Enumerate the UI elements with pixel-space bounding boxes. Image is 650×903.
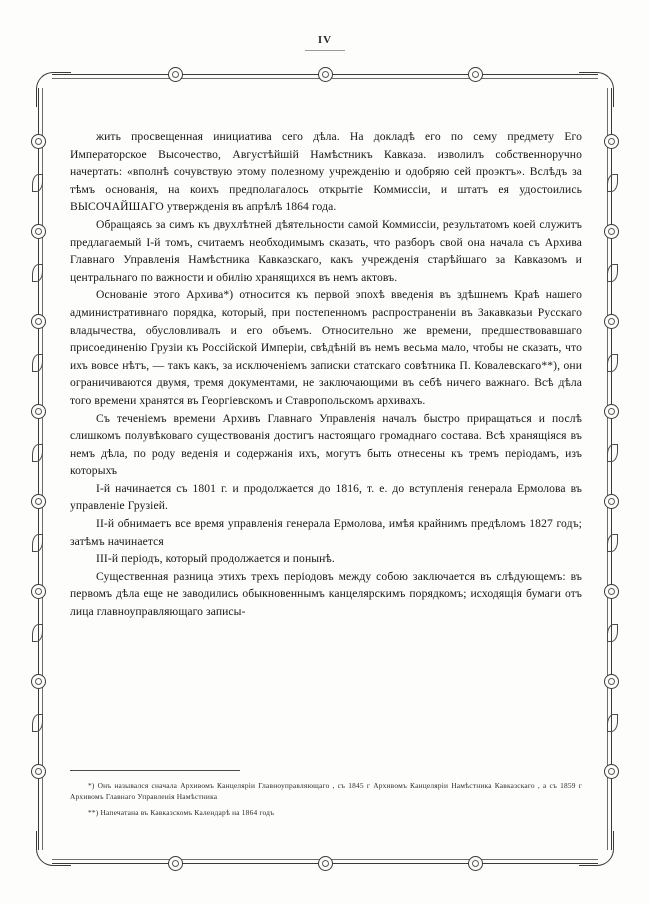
page-number: IV [317, 34, 333, 46]
corner-ornament-icon [36, 72, 71, 107]
page-number-rule [305, 50, 345, 51]
footnote: **) Напечатана въ Кавказскомъ Календарѣ на 1864 годъ [88, 807, 275, 817]
paragraph: Существенная разница этихъ трехъ перiодовъ между собою заключается въ слѣдующемъ: въ первомъ дѣла еще не заводились обыкновеннымъ канцелярскимъ порядкомъ; исходящiя бумаги отъ лица главноуправляющаго записы- [70, 569, 582, 619]
paragraph: II-й обнимаетъ все время управленiя генерала Ермолова, имѣя крайнимъ предѣломъ 1827 годъ; затѣмъ начинается [70, 517, 582, 548]
paragraph: Обращаясь за симъ къ двухлѣтней дѣятельности самой Коммиссiи, результатомъ коей служитъ предлагаемый I-й томъ, считаемъ необходимымъ сказать, что разборъ свой она начала съ Архива Главнаго Управленiя Намѣстника Кавказскаго, какъ учрежденiя старѣйшаго за Кавказомъ и центральнаго по важности и обилiю хранящихся въ немъ актовъ. [70, 217, 582, 284]
paragraph: Основанiе этого Архива*) относится къ первой эпохѣ введенiя въ здѣшнемъ Краѣ нашего административнаго порядка, который, при постепенномъ распространенiи въ Закавказьи Русскаго владычества, обусловливалъ и его объемъ. Относительно же времени, предшествовавшаго присоединенiю Грузiи къ Россiйской Имперiи, свѣдѣнiй въ немъ весьма мало, чтобы не сказать, что ихъ вовсе нѣтъ, — такъ какъ, за исключенiемъ записки статскаго совѣтника П. Ковалевскаго**), они ограничиваются двумя, тремя документами, не заключающими въ себѣ ничего важнаго. Всѣ дѣла того времени хранятся въ Георгiевскомъ и Ставропольскомъ архивахъ. [70, 288, 582, 407]
paragraph: I-й начинается съ 1801 г. и продолжается до 1816, т. е. до вступленiя генерала Ермолова въ управленiе Грузiей. [70, 481, 582, 513]
footnote: *) Онъ назывался сначала Архивомъ Канцелярiи Главноуправляющаго , съ 1845 г Архивомъ Канцелярiи Намѣстника Кавказскаго , а съ 1859 г Архивомъ Главнаго Управленiя Намѣстника [70, 781, 582, 802]
footnote-separator [70, 770, 240, 771]
paragraph: жить просвещенная инициатива сего дѣла. На докладѣ его по сему предмету Его Императорское Высочество, Августѣйшiй Намѣстникъ Кавказа. изволилъ собственноручно начертать: «вполнѣ сочувствую этому полезному учрежденiю и одобряю сей проэктъ». Вслѣдъ за тѣмъ основанiя, на коихъ предполагалось открытiе Коммиссiи, и штатъ ея удостоились ВЫСОЧАЙШАГО утвержденiя въ апрѣлѣ 1864 года. [70, 130, 582, 214]
corner-ornament-icon [579, 72, 614, 107]
body-text [70, 128, 582, 621]
corner-ornament-icon [36, 831, 71, 866]
footnote-block [70, 780, 582, 822]
corner-ornament-icon [579, 831, 614, 866]
paragraph: III-й перiодъ, который продолжается и понынѣ. [96, 552, 335, 566]
paragraph: Съ теченiемъ времени Архивъ Главнаго Управленiя началъ быстро приращаться и послѣ слишкомъ полувѣковаго существованiя достигъ настоящаго громаднаго состава. Всѣ хранящiяся въ немъ дѣла, по роду веденiя и содержанiя ихъ, могутъ быть отнесены къ тремъ перiодамъ, изъ которыхъ [70, 411, 582, 478]
